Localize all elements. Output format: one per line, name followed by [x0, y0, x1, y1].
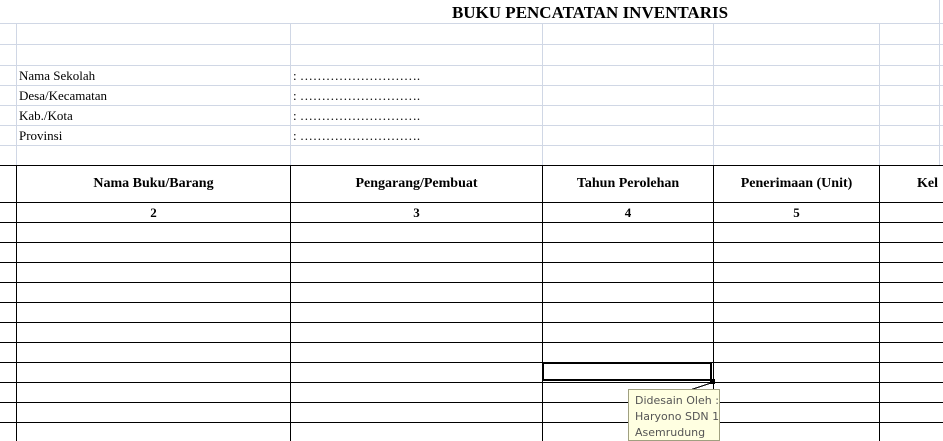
comment-line-2: Haryono SDN 1: [635, 410, 720, 423]
header-pengarang-pembuat: Pengarang/Pembuat: [355, 176, 478, 191]
comment-line-3: Asemrudung: [635, 426, 706, 439]
info-label-provinsi: Provinsi: [19, 128, 63, 143]
column-number-2: 2: [150, 205, 157, 220]
column-number-4: 4: [624, 205, 632, 220]
info-value-provinsi: : ……………………….: [293, 128, 421, 143]
info-label-kab-kota: Kab./Kota: [19, 108, 73, 123]
header-nama-buku-barang: Nama Buku/Barang: [93, 176, 214, 191]
header-kel: Kel: [917, 176, 938, 191]
selected-cell[interactable]: [542, 362, 712, 381]
fill-handle[interactable]: [710, 379, 715, 384]
header-col-no: [0, 166, 3, 202]
info-value-desa-kecamatan: : ……………………….: [293, 88, 421, 103]
cell-comment: [628, 389, 720, 441]
page-title: BUKU PENCATATAN INVENTARIS: [451, 3, 729, 22]
header-tahun-perolehan: Tahun Perolehan: [576, 176, 680, 191]
column-number-3: 3: [413, 205, 420, 220]
column-number-5: 5: [793, 205, 800, 220]
info-value-kab-kota: : ……………………….: [293, 108, 421, 123]
info-label-nama-sekolah: Nama Sekolah: [19, 68, 96, 83]
info-label-desa-kecamatan: Desa/Kecamatan: [19, 88, 108, 103]
comment-line-1: Didesain Oleh :: [635, 394, 719, 407]
info-value-nama-sekolah: : ……………………….: [293, 68, 421, 83]
header-penerimaan-unit: Penerimaan (Unit): [740, 176, 853, 191]
